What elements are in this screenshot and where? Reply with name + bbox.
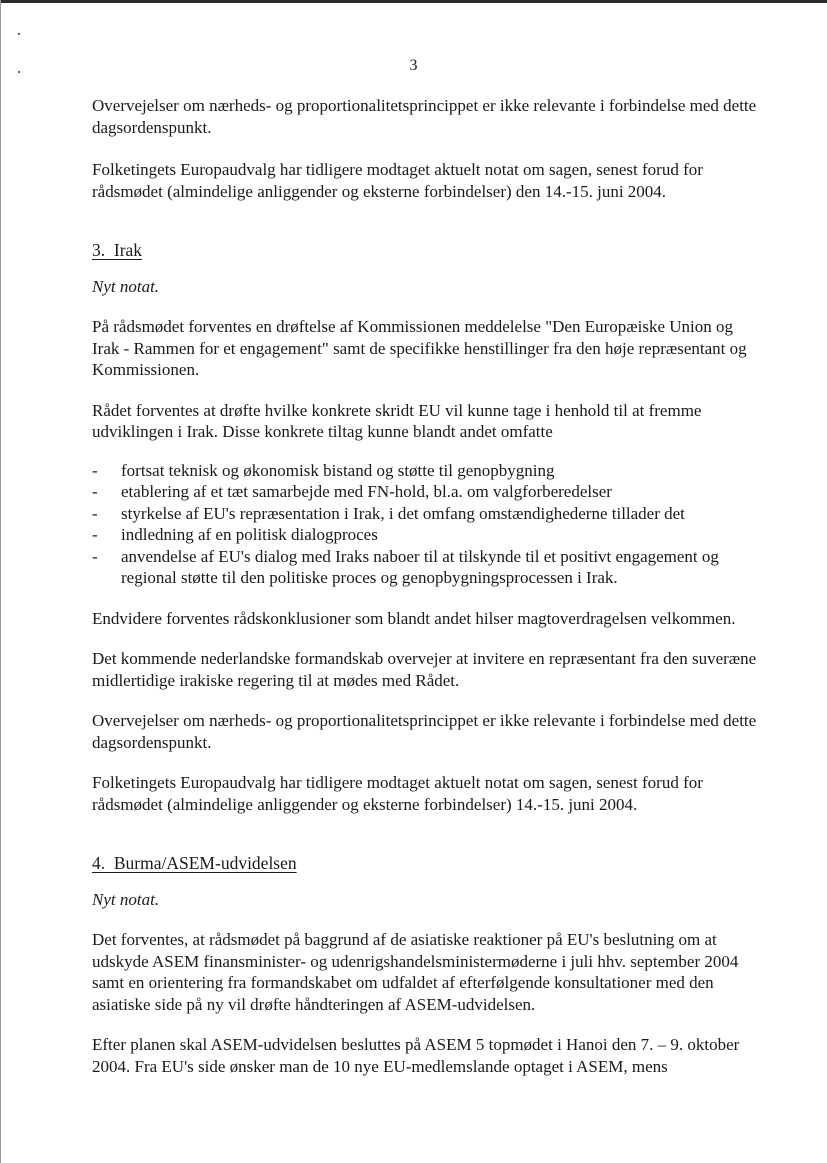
new-note-label: Nyt notat. <box>92 276 160 296</box>
list-item <box>92 460 760 482</box>
list-item-text: styrkelse af EU's repræsentation i Irak, i det omfang omstændighederne tillader det <box>121 503 685 523</box>
bullet-dash: - <box>92 460 98 480</box>
list-item <box>92 503 760 525</box>
paragraph-irak-intro: På rådsmødet forventes en drøftelse af Kommissionen meddelelse "Den Europæiske Union og Irak - Rammen for et engagement" samt de specifikke henstillinger fra den høje repræsentant og Kommissionen. <box>92 317 747 379</box>
paragraph-irak-steps: Rådet forventes at drøfte hvilke konkrete skridt EU vil kunne tage i henhold til at fremme udviklingen i Irak. Disse konkrete tiltag kunne blandt andet omfatte <box>92 400 702 441</box>
list-item <box>92 481 760 503</box>
paragraph-prior-notice: Folketingets Europaudvalg har tidligere modtaget aktuelt notat om sagen, senest forud for rådsmødet (almindelige anliggender og eksterne forbindelser) 14.-15. juni 2004. <box>92 773 703 814</box>
bullet-dash: - <box>92 546 98 566</box>
list-item-text: anvendelse af EU's dialog med Iraks naboer til at tilskynde til et positivt engagement og regional støtte til den politiske proces og genopbygningsprocessen i Irak. <box>121 546 719 587</box>
list-item-text: fortsat teknisk og økonomisk bistand og støtte til genopbygning <box>121 460 555 480</box>
paragraph-asem-discussion: Det forventes, at rådsmødet på baggrund af de asiatiske reaktioner på EU's beslutning om at udskyde ASEM finansminister- og udenrigshandelsministermøderne i juli hhv. september 2004 samt en orientering fra formandskabet om udfaldet af efterfølgende konsultationer med den asiatiske side på ny vil drøfte håndteringen af ASEM-udvidelsen. <box>92 930 739 1014</box>
paragraph-asem-plan: Efter planen skal ASEM-udvidelsen besluttes på ASEM 5 topmødet i Hanoi den 7. – 9. oktober 2004. Fra EU's side ønsker man de 10 nye EU-medlemslande optaget i ASEM, mens <box>92 1035 740 1076</box>
new-note-label: Nyt notat. <box>92 889 160 909</box>
scan-top-edge <box>0 0 827 3</box>
list-item <box>92 546 760 589</box>
paragraph-subsidiarity: Overvejelser om nærheds- og proportionalitetsprincippet er ikke relevante i forbindelse med dette dagsordenspunkt. <box>92 96 757 137</box>
page-number: 3 <box>409 57 418 74</box>
paragraph-subsidiarity: Overvejelser om nærheds- og proportionalitetsprincippet er ikke relevante i forbindelse med dette dagsordenspunkt. <box>92 711 757 752</box>
document-body <box>92 95 760 1077</box>
list-item <box>92 524 760 546</box>
bullet-dash: - <box>92 503 98 523</box>
bullet-dash: - <box>92 525 98 544</box>
paragraph-prior-notice: Folketingets Europaudvalg har tidligere modtaget aktuelt notat om sagen, senest forud for rådsmødet (almindelige anliggender og eksterne forbindelser) den 14.-15. juni 2004. <box>92 160 703 201</box>
section-heading-burma-asem: 4. Burma/ASEM-udvidelsen <box>92 853 297 873</box>
scan-left-edge <box>0 0 1 1163</box>
list-item-text: etablering af et tæt samarbejde med FN-hold, bl.a. om valgforberedelser <box>121 482 612 501</box>
paragraph-presidency: Det kommende nederlandske formandskab overvejer at invitere en repræsentant fra den suveræne midlertidige irakiske regering til at mødes med Rådet. <box>92 649 757 690</box>
measures-list <box>92 460 760 589</box>
bullet-dash: - <box>92 482 98 501</box>
list-item-text: indledning af en politisk dialogproces <box>121 525 378 544</box>
paragraph-conclusions: Endvidere forventes rådskonklusioner som blandt andet hilser magtoverdragelsen velkommen. <box>92 608 736 628</box>
scan-speck <box>18 33 20 35</box>
section-heading-irak: 3. Irak <box>92 240 143 260</box>
